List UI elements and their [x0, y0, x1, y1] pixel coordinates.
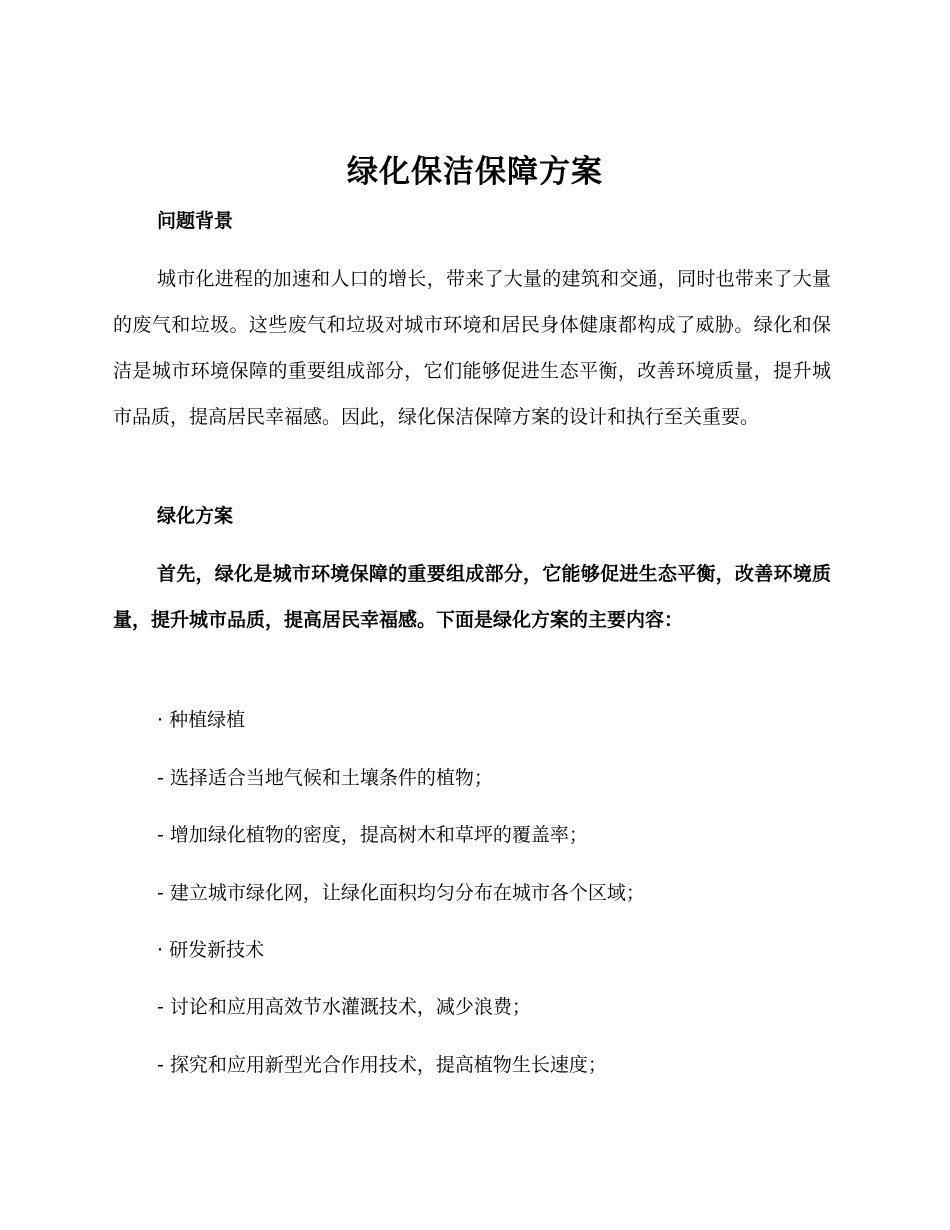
- list-item: - 讨论和应用高效节水灌溉技术，减少浪费；: [157, 996, 531, 1018]
- section-heading-greening: 绿化方案: [157, 505, 234, 527]
- list-item: - 探究和应用新型光合作用技术，提高植物生长速度；: [157, 1054, 607, 1076]
- list-item: · 种植绿植: [157, 709, 246, 731]
- greening-intro-paragraph: 首先，绿化是城市环境保障的重要组成部分，它能够促进生态平衡，改善环境质量，提升城市品质，提高居民幸福感。下面是绿化方案的主要内容：: [113, 563, 831, 631]
- list-item: - 建立城市绿化网，让绿化面积均匀分布在城市各个区域；: [157, 882, 645, 904]
- section-heading-background: 问题背景: [157, 210, 234, 232]
- list-item: - 增加绿化植物的密度，提高树木和草坪的覆盖率；: [157, 824, 588, 846]
- list-item: - 选择适合当地气候和土壤条件的植物；: [157, 767, 493, 789]
- background-paragraph: 城市化进程的加速和人口的增长，带来了大量的建筑和交通，同时也带来了大量的废气和垃圾。这些废气和垃圾对城市环境和居民身体健康都构成了威胁。绿化和保洁是城市环境保障的重要组成部分，它们能够促进生态平衡，改善环境质量，提升城市品质，提高居民幸福感。因此，绿化保洁保障方案的设计和执行至关重要。: [113, 268, 831, 428]
- list-item: · 研发新技术: [157, 939, 265, 961]
- document-title: 绿化保洁保障方案: [347, 154, 603, 190]
